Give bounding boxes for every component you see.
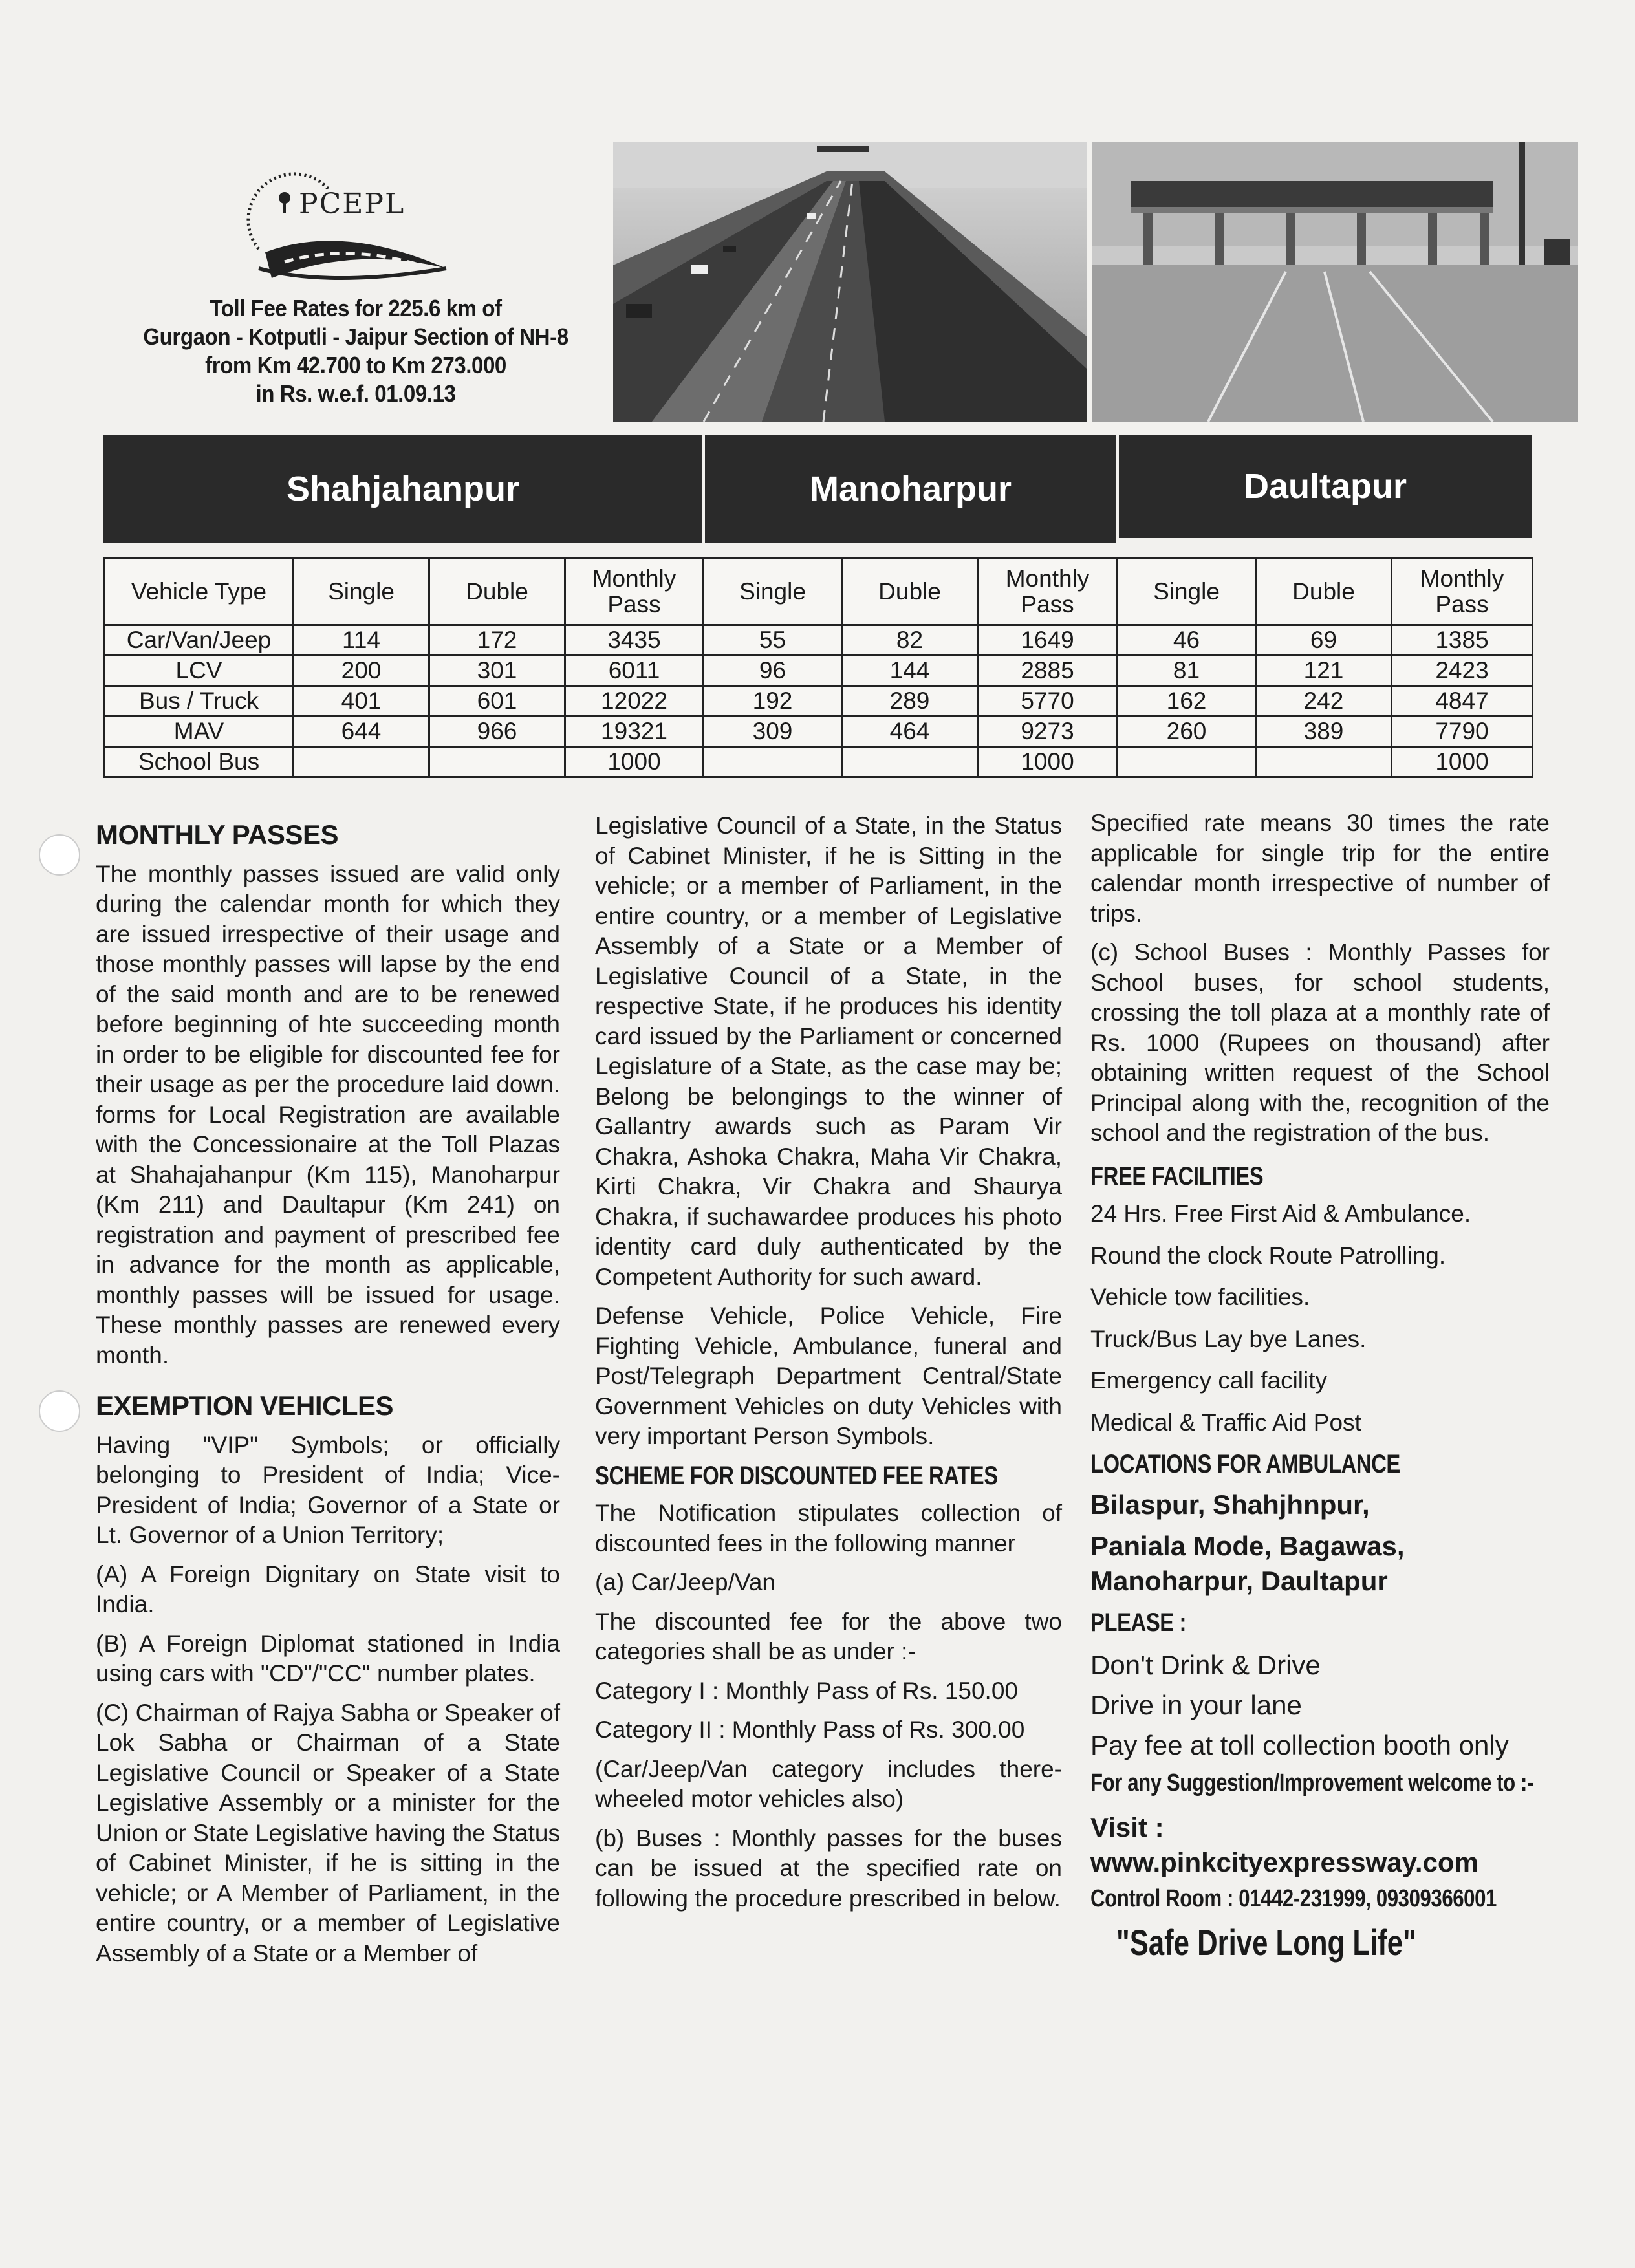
facilities-heading: FREE FACILITIES	[1090, 1161, 1264, 1191]
rate-cell: 1000	[565, 747, 704, 777]
please-heading: PLEASE :	[1090, 1608, 1186, 1637]
exemption-text-2: (A) A Foreign Dignitary on State visit to India.	[96, 1561, 560, 1617]
facility-item: Truck/Bus Lay bye Lanes.	[1090, 1325, 1367, 1352]
rate-cell: 144	[842, 656, 978, 686]
punch-hole	[39, 1390, 80, 1432]
please-item: Don't Drink & Drive	[1090, 1650, 1321, 1680]
facility-item: Round the clock Route Patrolling.	[1090, 1242, 1446, 1269]
title-line-3: from Km 42.700 to Km 273.000	[205, 352, 506, 378]
ambulance-heading: LOCATIONS FOR AMBULANCE	[1090, 1450, 1400, 1478]
rate-cell: 12022	[565, 686, 704, 717]
rate-cell: 192	[704, 686, 842, 717]
ambulance-location: Paniala Mode, Bagawas,	[1090, 1530, 1405, 1561]
ambulance-location: Bilaspur, Shahjhnpur,	[1090, 1489, 1370, 1520]
highway-photo	[613, 142, 1087, 422]
rate-cell: 6011	[565, 656, 704, 686]
exemption-text-1: Having "VIP" Symbols; or officially belonging to President of India; Vice-President of India; Governor of a State or Lt. Governor of a Union Territory;	[96, 1431, 560, 1548]
vehicle-type-cell: School Bus	[105, 747, 294, 777]
ambulance-location: Manoharpur, Daultapur	[1090, 1565, 1388, 1596]
column-header: Single	[1118, 559, 1256, 625]
rate-cell: 114	[294, 625, 429, 656]
exemption-text-5: Legislative Council of a State, in the Status of Cabinet Minister, if he is Sitting in the vehicle; or a member of Parliament, in the entire country, or a member of Legislative Assembly of a State or a Member of Legislative Council of a State, in the respective State, if he produces his identity card issued by the Parliament or concerned Legislature of a State, as the case may be; Belong be belongings to the winner of Gallantry awards such as Param Vir Chakra, Ashoka Chakra, Maha Vir Chakra, Kirti Chakra, Vir Chakra and Shaurya Chakra, if suchawardee produces his photo identity card duly authenticated by the Competent Authority for such award.	[595, 812, 1062, 1290]
rate-cell: 7790	[1392, 717, 1533, 747]
rate-cell: 4847	[1392, 686, 1533, 717]
rate-cell	[429, 747, 565, 777]
plaza-header-daultapur: Daultapur	[1119, 435, 1532, 538]
rate-cell: 389	[1256, 717, 1392, 747]
rate-cell: 96	[704, 656, 842, 686]
column-middle	[595, 811, 1062, 1923]
rates-grid	[103, 557, 1533, 778]
column-header: Duble	[1256, 559, 1392, 625]
column-right	[1090, 808, 1550, 1963]
rate-cell: 309	[704, 717, 842, 747]
scheme-text-5: Category II : Monthly Pass of Rs. 300.00	[595, 1716, 1025, 1743]
rate-cell: 401	[294, 686, 429, 717]
column-header: Monthly Pass	[978, 559, 1118, 625]
rate-cell: 121	[1256, 656, 1392, 686]
rate-cell: 82	[842, 625, 978, 656]
rate-cell: 5770	[978, 686, 1118, 717]
rate-cell	[704, 747, 842, 777]
plaza-header-shahjahanpur: Shahjahanpur	[103, 435, 702, 543]
rate-cell	[1256, 747, 1392, 777]
rate-cell: 3435	[565, 625, 704, 656]
scheme-heading: SCHEME FOR DISCOUNTED FEE RATES	[595, 1461, 998, 1490]
table-row	[105, 717, 1533, 747]
rate-cell: 289	[842, 686, 978, 717]
rate-cell: 172	[429, 625, 565, 656]
facility-item: 24 Hrs. Free First Aid & Ambulance.	[1090, 1200, 1471, 1227]
page-title	[100, 294, 611, 408]
vehicle-type-cell: Bus / Truck	[105, 686, 294, 717]
rate-cell: 1000	[1392, 747, 1533, 777]
scheme-text-4: Category I : Monthly Pass of Rs. 150.00	[595, 1677, 1018, 1704]
facility-item: Vehicle tow facilities.	[1090, 1284, 1310, 1310]
please-item: Pay fee at toll collection booth only	[1090, 1730, 1509, 1760]
toll-plaza-photo	[1092, 142, 1578, 422]
rate-cell: 46	[1118, 625, 1256, 656]
scheme-text-1: The Notification stipulates collection of discounted fees in the following manner	[595, 1500, 1062, 1557]
rate-cell: 2423	[1392, 656, 1533, 686]
rate-cell: 1000	[978, 747, 1118, 777]
rate-cell: 9273	[978, 717, 1118, 747]
column-header: Monthly Pass	[1392, 559, 1533, 625]
rate-cell: 162	[1118, 686, 1256, 717]
table-row	[105, 625, 1533, 656]
suggestion-text: For any Suggestion/Improvement welcome to :-	[1090, 1769, 1533, 1797]
column-header-row	[105, 559, 1533, 625]
monthly-passes-text: The monthly passes issued are valid only during the calendar month for which they are issued irrespective of their usage and those monthly passes will lapse by the end of the said month and are to be renewed before beginning of hte succeeding month in order to be eligible for discounted fee for their usage as per the procedure laid down. forms for Local Registration are available with the Concessionaire at the Toll Plazas at Shahajahanpur (Km 115), Manoharpur (Km 211) and Daultapur (Km 241) on registration and payment of prescribed fee in advance for the month as applicable, monthly passes will be issued for usage. These monthly passes are renewed every month.	[96, 860, 560, 1368]
rate-cell	[1118, 747, 1256, 777]
column-header: Vehicle Type	[105, 559, 294, 625]
column-header: Single	[704, 559, 842, 625]
pcepl-logo	[233, 165, 479, 288]
vehicle-type-cell: MAV	[105, 717, 294, 747]
scheme-text-3: The discounted fee for the above two categories shall be as under :-	[595, 1608, 1062, 1665]
rate-cell: 644	[294, 717, 429, 747]
control-room-text: Control Room : 01442-231999, 09309366001	[1090, 1885, 1497, 1912]
punch-hole	[39, 834, 80, 876]
rate-cell: 601	[429, 686, 565, 717]
plaza-header-manoharpur: Manoharpur	[705, 435, 1116, 543]
scheme-text-7: (b) Buses : Monthly passes for the buses can be issued at the specified rate on following the procedure prescribed in below.	[595, 1824, 1062, 1912]
toll-rates-table	[103, 435, 1532, 789]
exemption-text-3: (B) A Foreign Diplomat stationed in India using cars with "CD"/"CC" number plates.	[96, 1630, 560, 1687]
column-header: Duble	[429, 559, 565, 625]
please-item: Drive in your lane	[1090, 1690, 1302, 1720]
rate-cell: 1649	[978, 625, 1118, 656]
table-row	[105, 686, 1533, 717]
pcepl-emblem-icon	[277, 191, 292, 213]
title-line-4: in Rs. w.e.f. 01.09.13	[255, 380, 456, 407]
rate-cell: 301	[429, 656, 565, 686]
scheme-text-8: Specified rate means 30 times the rate applicable for single trip for the entire calendar month irrespective of number of trips.	[1090, 810, 1550, 927]
table-row	[105, 656, 1533, 686]
rate-cell: 464	[842, 717, 978, 747]
rate-cell	[842, 747, 978, 777]
table-row	[105, 747, 1533, 777]
rate-cell: 81	[1118, 656, 1256, 686]
monthly-passes-heading: MONTHLY PASSES	[96, 819, 338, 850]
column-left	[96, 820, 560, 1978]
rate-cell: 1385	[1392, 625, 1533, 656]
slogan: "Safe Drive Long Life"	[1116, 1922, 1416, 1963]
rate-cell: 55	[704, 625, 842, 656]
column-header: Monthly Pass	[565, 559, 704, 625]
logo-text: PCEPL	[299, 188, 406, 221]
scheme-text-6: (Car/Jeep/Van category includes there-wheeled motor vehicles also)	[595, 1755, 1062, 1812]
vehicle-type-cell: LCV	[105, 656, 294, 686]
vehicle-type-cell: Car/Van/Jeep	[105, 625, 294, 656]
exemption-text-4: (C) Chairman of Rajya Sabha or Speaker of Lok Sabha or Chairman of a State Legislative Council or Speaker of a State Legislative Assembly or a minister for the Union or State Legislative having the Status of Cabinet Minister, if he is sitting in the vehicle; or A Member of Parliament, in the entire country, or a member of Legislative Assembly of a State or a Member of	[96, 1699, 560, 1967]
rate-cell: 19321	[565, 717, 704, 747]
title-line-2: Gurgaon - Kotputli - Jaipur Section of NH-8	[143, 323, 568, 350]
facility-item: Emergency call facility	[1090, 1367, 1328, 1394]
facility-item: Medical & Traffic Aid Post	[1090, 1409, 1361, 1436]
website-link[interactable]: Visit : www.pinkcityexpressway.com	[1090, 1811, 1478, 1877]
exemption-heading: EXEMPTION VEHICLES	[96, 1390, 394, 1421]
title-line-1: Toll Fee Rates for 225.6 km of	[210, 295, 502, 321]
rate-cell: 242	[1256, 686, 1392, 717]
rate-cell: 200	[294, 656, 429, 686]
column-header: Duble	[842, 559, 978, 625]
rate-cell: 966	[429, 717, 565, 747]
rate-cell	[294, 747, 429, 777]
scheme-text-9: (c) School Buses : Monthly Passes for School buses, for school students, crossing the toll plaza at a monthly rate of Rs. 1000 (Rupees on thousand) after obtaining written request of the School Principal along with the, recognition of the school and the registration of the bus.	[1090, 939, 1550, 1146]
rate-cell: 2885	[978, 656, 1118, 686]
rate-cell: 69	[1256, 625, 1392, 656]
rate-cell: 260	[1118, 717, 1256, 747]
column-header: Single	[294, 559, 429, 625]
scheme-text-2: (a) Car/Jeep/Van	[595, 1569, 775, 1595]
exemption-text-6: Defense Vehicle, Police Vehicle, Fire Fighting Vehicle, Ambulance, funeral and Post/Telegraph Department Central/State Government Vehicles on duty Vehicles with very important Person Symbols.	[595, 1302, 1062, 1449]
